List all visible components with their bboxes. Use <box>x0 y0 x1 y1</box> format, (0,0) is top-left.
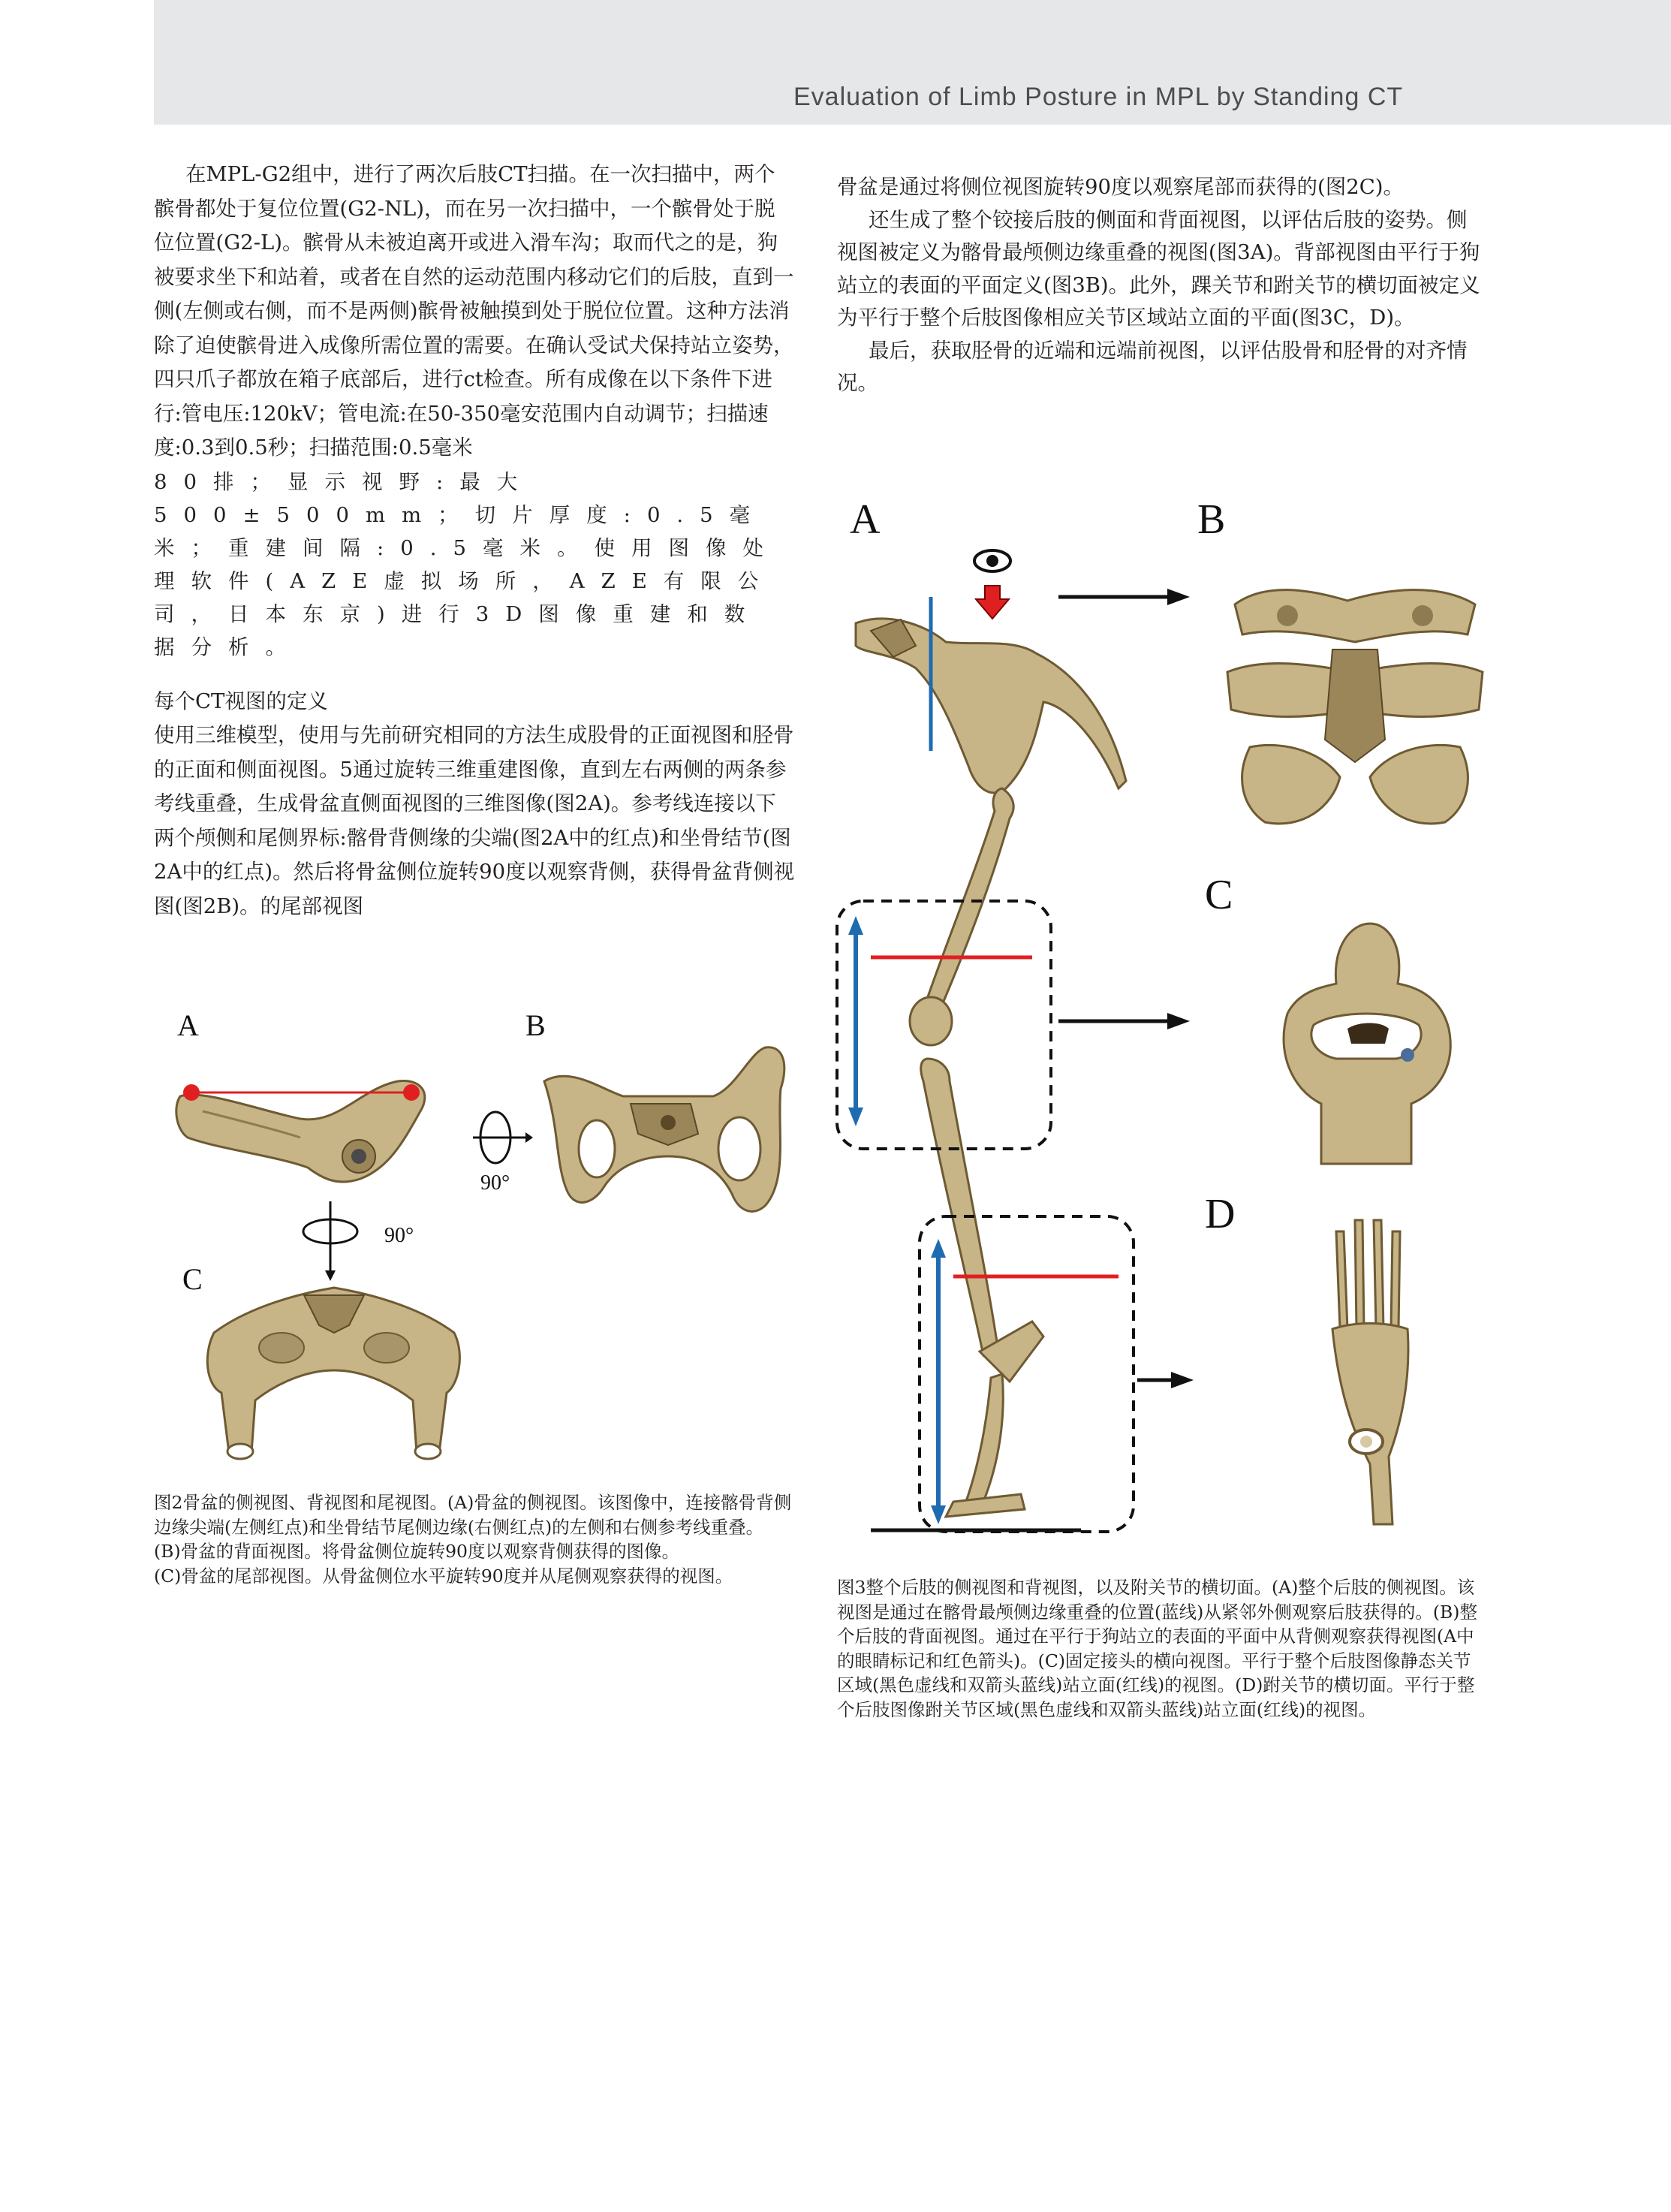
fig3a-hindlimb-lateral <box>856 541 1141 1539</box>
fig3-label-c: C <box>1205 872 1233 918</box>
eye-icon <box>974 550 1010 571</box>
right-paragraph-1: 骨盆是通过将侧位视图旋转90度以观察尾部而获得的(图2C)。 <box>837 175 1404 199</box>
section-heading: 每个CT视图的定义 <box>154 689 328 713</box>
fig2-rotate-icon-b <box>473 1104 533 1171</box>
fig2a-red-dot-left <box>183 1084 200 1101</box>
arrow-to-c <box>1058 1010 1194 1032</box>
fig3-caption-text: 图3整个后肢的侧视图和背视图，以及附关节的横切面。(A)整个后肢的侧视图。该视图是通过在髂骨最颅侧边缘重叠的位置(蓝线)从紧邻外侧观察后肢获得的。(B)整个后肢的背面视图。通过在平行于狗站立的表面的平面中从背侧观察获得视图(A中的眼睛标记和红色箭头)。(C)固定接头的横向视图。平行于整个后肢图像静态关节区域(黑色虚线和双箭头蓝线)站立面(红线)的视图。(D)跗关节的横切面。平行于整个后肢图像跗关节区域(黑色虚线和双箭头蓝线)站立面(红线)的视图。 <box>837 1577 1477 1720</box>
running-head: Evaluation of Limb Posture in MPL by Standing CT <box>793 83 1404 111</box>
fig2-rotation-b: 90° <box>480 1171 510 1195</box>
fig2-rotation-c: 90° <box>384 1224 414 1247</box>
fig3-caption <box>837 1575 1483 1722</box>
header-band <box>154 0 1671 125</box>
right-paragraph-3: 最后，获取胫骨的近端和远端前视图，以评估股骨和胫骨的对齐情况。 <box>837 338 1468 395</box>
fig3c-stifle-transverse <box>1269 916 1464 1171</box>
left-column <box>154 158 796 924</box>
arrow-to-d <box>1137 1369 1197 1391</box>
fig2-caption-line: (C)骨盆的尾部视图。从骨盆侧位水平旋转90度并从尾侧观察获得的视图。 <box>154 1565 733 1587</box>
fig3-label-d: D <box>1205 1191 1236 1237</box>
fig2a-pelvis-lateral <box>173 1066 473 1201</box>
fig3d-tarsal-transverse <box>1317 1216 1423 1532</box>
left-paragraph-1-spaced: 80排；显示视野:最大500±500mm；切片厚度:0.5毫米；重建间隔:0.5毫米。使用图像处理软件(AZE虚拟场所，AZE有限公司，日本东京)进行3D图像重建和数据分析。 <box>154 469 780 659</box>
right-paragraph-2: 还生成了整个铰接后肢的侧面和背面视图，以评估后肢的姿势。侧视图被定义为髂骨最颅侧边缘重叠的视图(图3A)。背部视图由平行于狗站立的表面的平面定义(图3B)。此外，踝关节和跗关节的横切面被定义为平行于整个后肢图像相应关节区域站立面的平面(图3C，D)。 <box>837 207 1480 330</box>
left-paragraph-1: 在MPL-G2组中，进行了两次后肢CT扫描。在一次扫描中，两个髌骨都处于复位位置(G2-NL)，而在另一次扫描中，一个髌骨处于脱位位置(G2-L)。髌骨从未被迫离开或进入滑车沟；取而代之的是，狗被要求坐下和站着，或者在自然的运动范围内移动它们的后肢，直到一侧(左侧或右侧，而不是两侧)髌骨被触摸到处于脱位位置。这种方法消除了迫使髌骨进入成像所需位置的需要。在确认受试犬保持站立姿势，四只爪子都放在箱子底部后，进行ct检查。所有成像在以下条件下进行:管电压:120kV；管电流:在50-350毫安范围内自动调节；扫描速度:0.3到0.5秒；扫描范围:0.5毫米 <box>154 162 794 460</box>
fig2a-red-dot-right <box>403 1084 420 1101</box>
fig2b-pelvis-dorsal <box>540 1036 796 1220</box>
tarsal-region-box <box>920 1216 1134 1532</box>
fig3-label-a: A <box>850 496 881 543</box>
fig2-caption <box>154 1490 792 1588</box>
right-column <box>837 171 1483 400</box>
fig2-rotate-icon-c <box>297 1201 364 1284</box>
fig2-label-c: C <box>182 1262 203 1296</box>
left-paragraph-2: 使用三维模型，使用与先前研究相同的方法生成股骨的正面视图和胫骨的正面和侧面视图。5通过旋转三维重建图像，直到左右两侧的两条参考线重叠，生成骨盆直侧面视图的三维图像(图2A)。参考线连接以下两个颅侧和尾侧界标:髂骨背侧缘的尖端(图2A中的红点)和坐骨结节(图2A中的红点)。然后将骨盆侧位旋转90度以观察背侧，获得骨盆背侧视图(图2B)。的尾部视图 <box>154 723 795 918</box>
fig2c-pelvis-caudal <box>199 1280 469 1460</box>
fig2-label-a: A <box>177 1008 199 1042</box>
red-down-arrow <box>976 586 1009 619</box>
fig3-label-b: B <box>1197 496 1226 543</box>
fig3b-hindlimb-dorsal <box>1220 559 1490 845</box>
fig2-label-b: B <box>525 1008 546 1042</box>
fig2-caption-line: (B)骨盆的背面视图。将骨盆侧位旋转90度以观察背侧获得的图像。 <box>154 1541 680 1562</box>
fig2-caption-line: 图2骨盆的侧视图、背视图和尾视图。(A)骨盆的侧视图。该图像中，连接髂骨背侧边缘尖端(左侧红点)和坐骨结节尾侧边缘(右侧红点)的左侧和右侧参考线重叠。 <box>154 1492 792 1538</box>
arrow-to-b <box>1058 586 1194 608</box>
